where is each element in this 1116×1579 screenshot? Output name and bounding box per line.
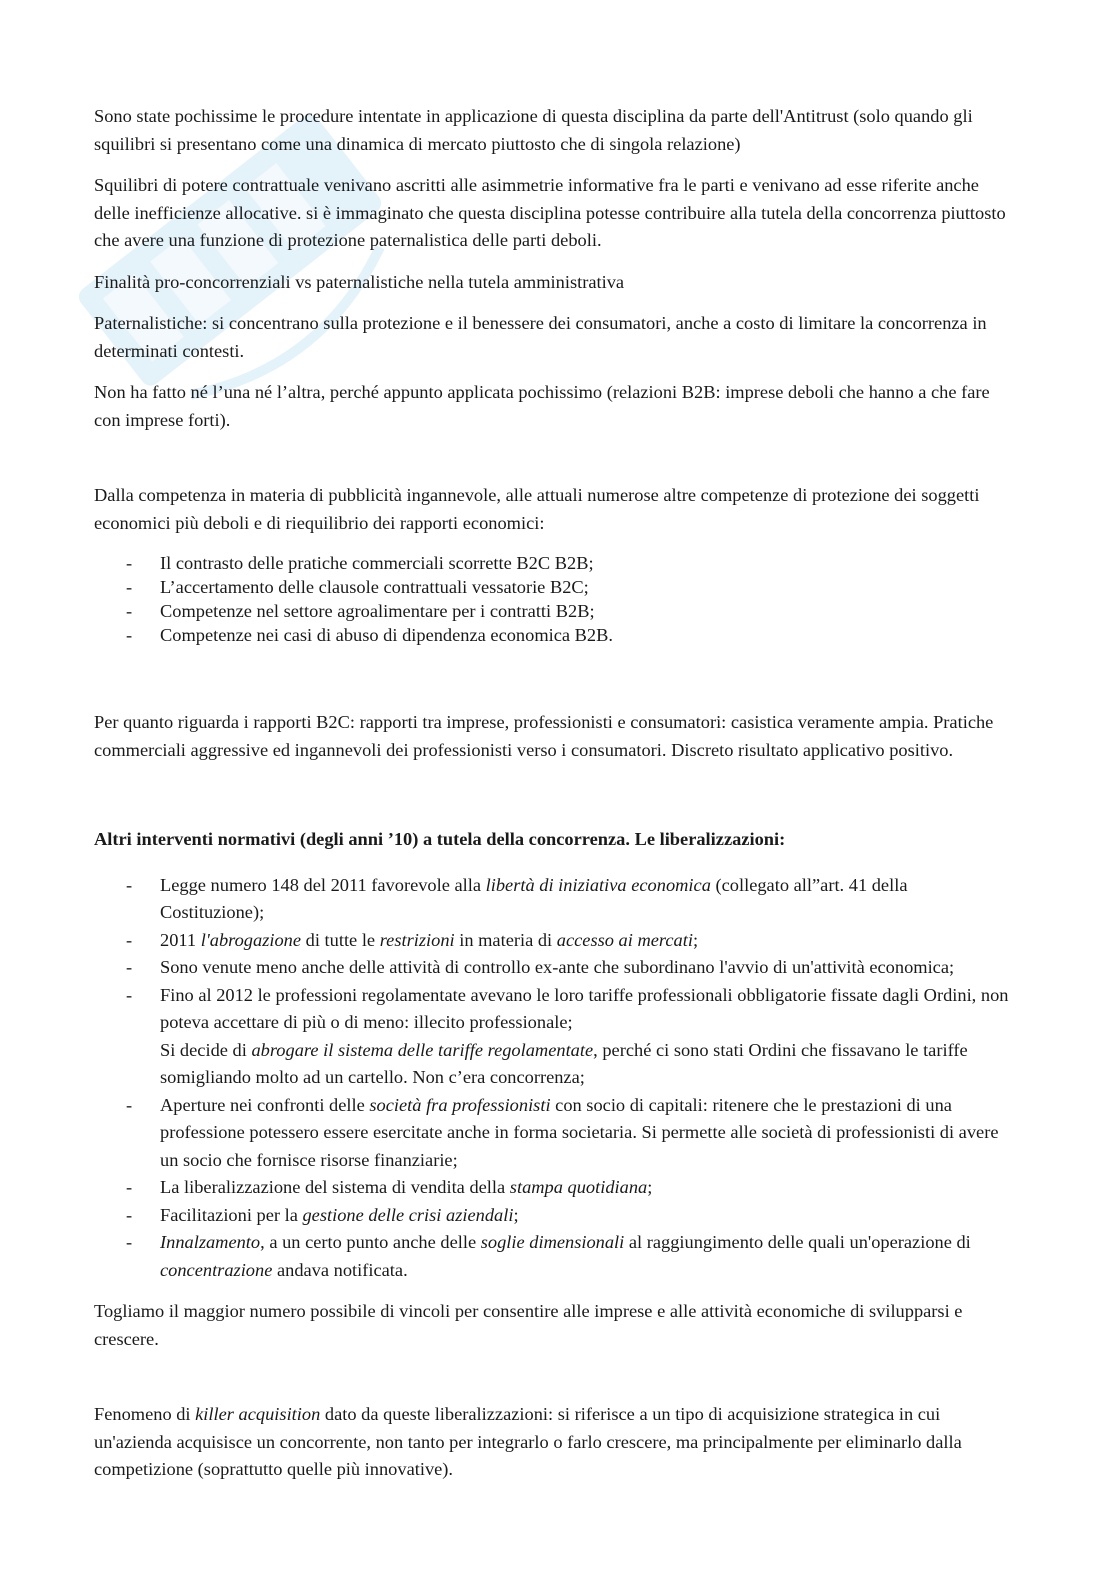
paragraph-antitrust-procedures: Sono state pochissime le procedure intentate in applicazione di questa disciplina da parte dell'Antitrust (solo quando gli squilibri si presentano come una dinamica di mercato piuttosto che di singola relazione) [94,106,973,154]
list-item: - Sono venute meno anche delle attività di controllo ex-ante che subordinano l'avvio di un'attività economica; [94,954,1014,982]
list-item: - Il contrasto delle pratiche commerciali scorrette B2C B2B; [94,551,1014,575]
list-item: - Innalzamento, a un certo punto anche delle soglie dimensionali al raggiungimento delle quali un'operazione di concentrazione andava notificata. [94,1229,1014,1284]
list-item: - Aperture nei confronti delle società fra professionisti con socio di capitali: ritenere che le prestazioni di una professione potessero essere esercitate anche in forma societaria. Si permette alle società di professionisti di avere un socio che fornisce risorse finanziarie; [94,1092,1014,1175]
section-heading: Altri interventi normativi (degli anni ’10) a tutela della concorrenza. Le liberalizzazioni: [94,829,786,849]
list-item: - Fino al 2012 le professioni regolamentate avevano le loro tariffe professionali obbligatorie fissate dagli Ordini, non poteva accettare di più o di meno: illecito professionale; Si decide di abrogare il sistema delle tariffe regolamentate, perché ci sono stati Ordini che fissavano le tariffe somigliando molto ad un cartello. Non c’era concorrenza; [94,982,1014,1092]
liberalizations-list [94,872,1014,1285]
paragraph-killer-acquisition: Fenomeno di killer acquisition dato da queste liberalizzazioni: si riferisce a un tipo di acquisizione strategica in cui un'azienda acquisisce un concorrente, non tanto per integrarlo o farlo crescere, ma principalmente per eliminarlo dalla competizione (soprattutto quelle più innovative). [94,1404,962,1479]
list-item: - Legge numero 148 del 2011 favorevole alla libertà di iniziativa economica (collegato all”art. 41 della Costituzione); [94,872,1014,927]
competences-list [94,551,1014,647]
paragraph-paternalistic: Paternalistiche: si concentrano sulla protezione e il benessere dei consumatori, anche a costo di limitare la concorrenza in determinati contesti. [94,313,987,361]
paragraph-neither: Non ha fatto né l’una né l’altra, perché appunto applicata pochissimo (relazioni B2B: imprese deboli che hanno a che fare con imprese forti). [94,382,990,430]
paragraph-purposes: Finalità pro-concorrenziali vs paternalistiche nella tutela amministrativa [94,271,625,292]
list-item: - Competenze nei casi di abuso di dipendenza economica B2B. [94,623,1014,647]
list-item: - La liberalizzazione del sistema di vendita della stampa quotidiana; [94,1174,1014,1202]
paragraph-b2c: Per quanto riguarda i rapporti B2C: rapporti tra imprese, professionisti e consumatori: casistica veramente ampia. Pratiche commerciali aggressive ed ingannevoli dei professionisti verso i consumatori. Discreto risultato applicativo positivo. [94,712,994,760]
list-item: - Facilitazioni per la gestione delle crisi aziendali; [94,1202,1014,1230]
paragraph-competences: Dalla competenza in materia di pubblicità ingannevole, alle attuali numerose altre competenze di protezione dei soggetti economici più deboli e di riequilibrio dei rapporti economici: [94,485,980,533]
list-item: - Competenze nel settore agroalimentare per i contratti B2B; [94,599,1014,623]
list-item: - 2011 l'abrogazione di tutte le restrizioni in materia di accesso ai mercati; [94,927,1014,955]
list-item: - L’accertamento delle clausole contrattuali vessatorie B2C; [94,575,1014,599]
paragraph-contractual-imbalance: Squilibri di potere contrattuale venivano ascritti alle asimmetrie informative fra le parti e venivano ad esse riferite anche delle inefficienze allocative. si è immaginato che questa disciplina potesse contribuire alla tutela della concorrenza piuttosto che avere una funzione di protezione paternalistica delle parti deboli. [94,175,1006,250]
document-page [94,103,1014,1498]
paragraph-constraints: Togliamo il maggior numero possibile di vincoli per consentire alle imprese e alle attività economiche di svilupparsi e crescere. [94,1301,963,1349]
